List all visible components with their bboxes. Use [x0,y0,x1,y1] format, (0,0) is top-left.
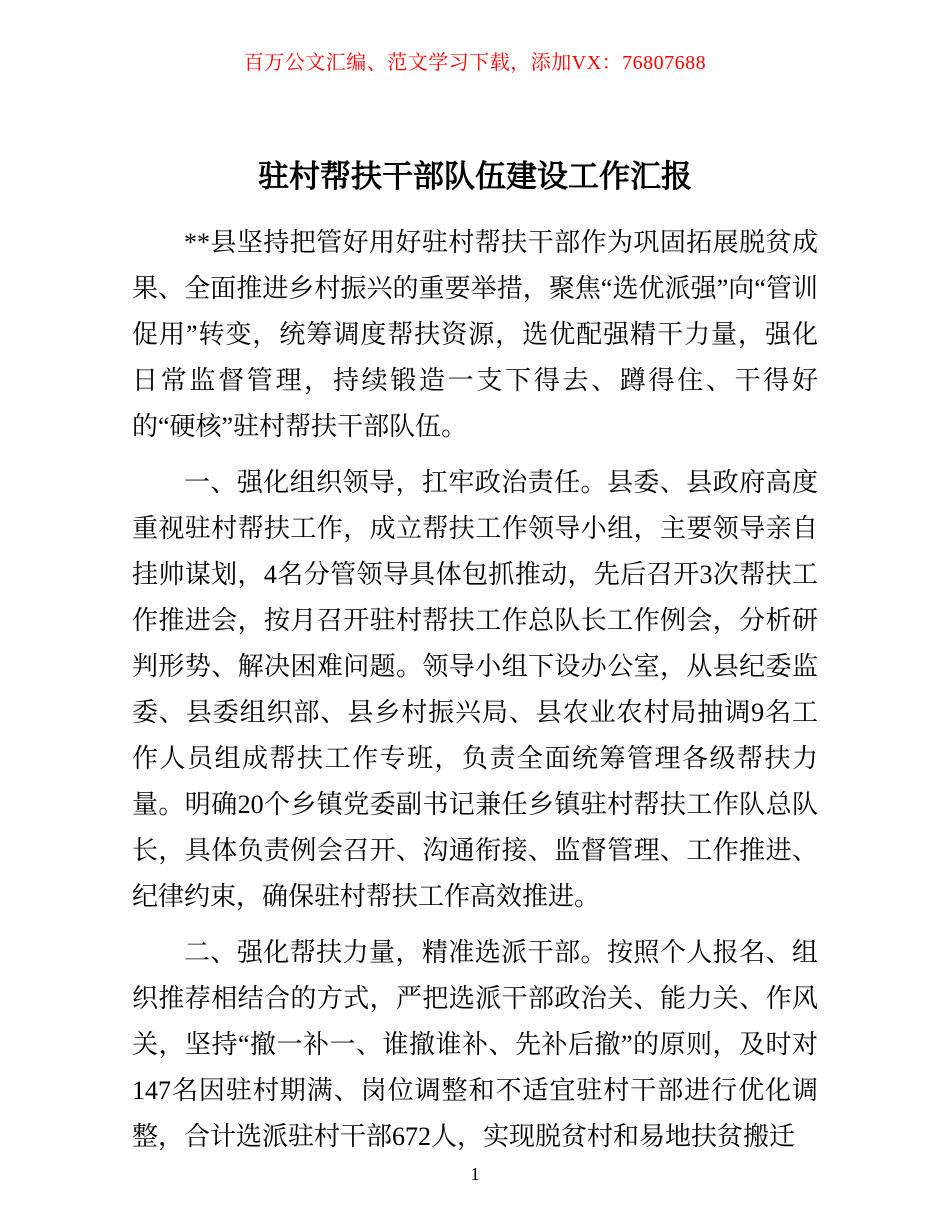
paragraph-intro: **县坚持把管好用好驻村帮扶干部作为巩固拓展脱贫成果、全面推进乡村振兴的重要举措，聚焦“选优派强”向“管训促用”转变，统筹调度帮扶资源，选优配强精干力量，强化日常监督管理，持续锻造一支下得去、蹲得住、干得好的“硬核”驻村帮扶干部队伍。 [132,228,818,441]
paragraph-section-2: 二、强化帮扶力量，精准选派干部。按照个人报名、组织推荐相结合的方式，严把选派干部政治关、能力关、作风关，坚持“撤一补一、谁撤谁补、先补后撤”的原则，及时对147名因驻村期满、岗位调整和不适宜驻村干部进行优化调整，合计选派驻村干部672人，实现脱贫村和易地扶贫搬迁 [132,938,818,1151]
promo-header: 百万公文汇编、范文学习下载，添加VX：76807688 [243,52,707,74]
page-number: 1 [470,1164,480,1184]
document-title: 驻村帮扶干部队伍建设工作汇报 [258,159,692,194]
paragraph-section-1: 一、强化组织领导，扛牢政治责任。县委、县政府高度重视驻村帮扶工作，成立帮扶工作领导小组，主要领导亲自挂帅谋划，4名分管领导具体包抓推动，先后召开3次帮扶工作推进会，按月召开驻村帮扶工作总队长工作例会，分析研判形势、解决困难问题。领导小组下设办公室，从县纪委监委、县委组织部、县乡村振兴局、县农业农村局抽调9名工作人员组成帮扶工作专班，负责全面统筹管理各级帮扶力量。明确20个乡镇党委副书记兼任乡镇驻村帮扶工作队总队长，具体负责例会召开、沟通衔接、监督管理、工作推进、纪律约束，确保驻村帮扶工作高效推进。 [132,468,818,911]
